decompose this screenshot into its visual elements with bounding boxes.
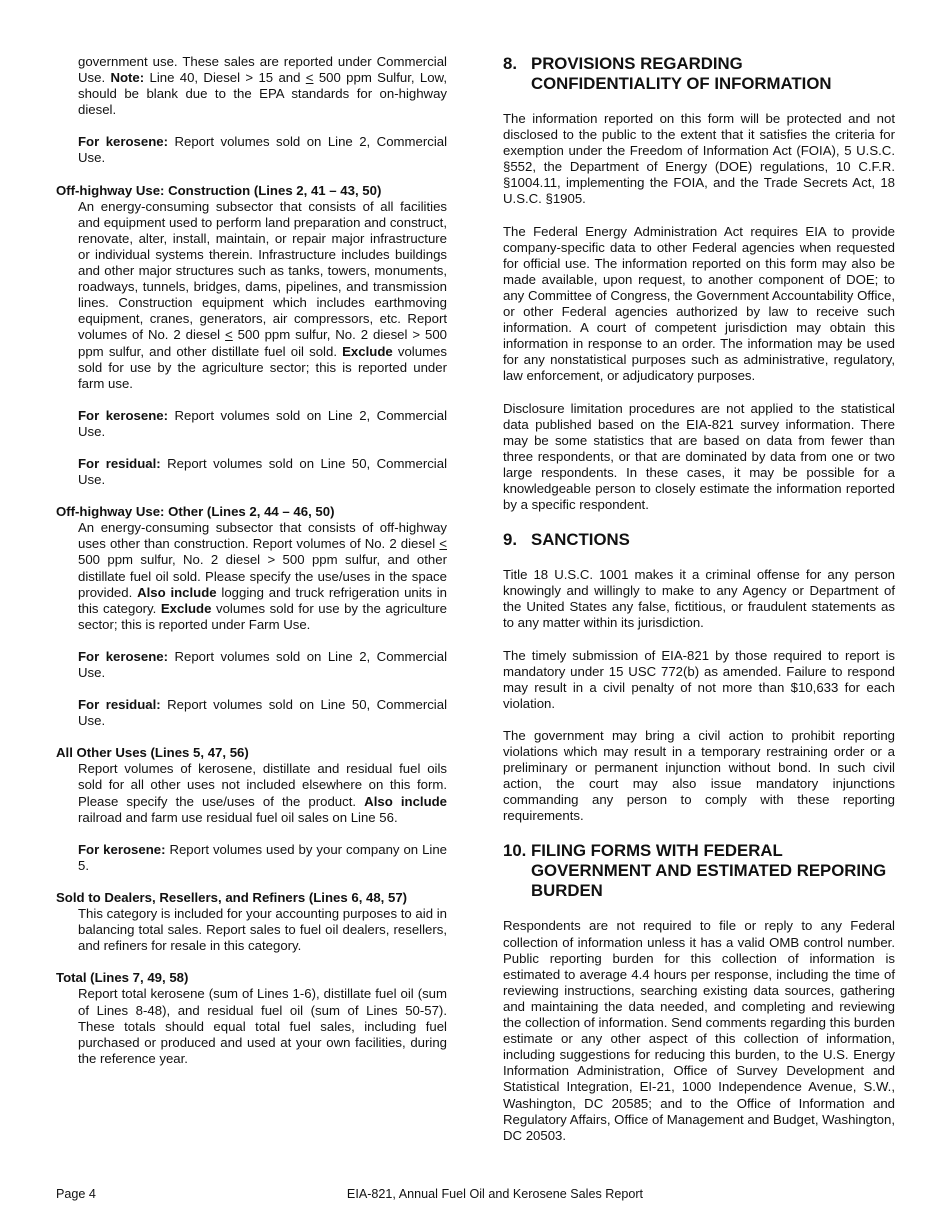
s8-paragraph-1: The information reported on this form will be protected and not disclosed to the public to the extent that it satisfies the criteria for exemption under the Freedom of Information Act (FOIA), 5 U.S.C. §552, the Department of Energy (DOE) regulations, 10 C.F.R. §1004.11, implementing the FOIA, and the Trade Secrets Act, 18 U.S.C. §1905. bbox=[503, 111, 895, 207]
s10-paragraph-1: Respondents are not required to file or reply to any Federal collection of information unless it has a valid OMB control number. Public reporting burden for this collection of information is estimated to average 4.4 hours per response, including the time of reviewing instructions, searching existing data sources, gathering and maintaining the data needed, and completing and reviewing the collection of information. Send comments regarding this burden estimate or any other aspect of this collection of information, including suggestions for reducing this burden, to the U.S. Energy Information Administration, Office of Survey Development and Statistical Integration, EI-21, 1000 Independence Avenue, S.W., Washington, DC 20585; and to the Office of Information and Regulatory Affairs, Office of Management and Budget, Washington, DC 20503. bbox=[503, 918, 895, 1143]
residual-text: Report volumes sold on Line 50, Commercial Use. bbox=[78, 455, 447, 488]
other-text-4: volumes sold for use by the agriculture sector; this is reported under Farm Use. bbox=[78, 600, 447, 632]
intro-paragraph bbox=[78, 54, 447, 118]
section-9-heading bbox=[503, 530, 895, 550]
le-symbol: < bbox=[225, 327, 233, 343]
section-number: 8. bbox=[503, 54, 517, 73]
kerosene-label: For kerosene: bbox=[78, 407, 169, 423]
exclude-label: Exclude bbox=[160, 600, 212, 616]
all-other-heading: All Other Uses (Lines 5, 47, 56) bbox=[56, 745, 249, 761]
residual-note-1 bbox=[78, 456, 447, 488]
section-8-heading bbox=[503, 54, 895, 94]
left-column bbox=[56, 54, 447, 1067]
construction-text-2: 500 ppm sulfur, No. 2 diesel > 500 ppm sulfur, and other distillate fuel oil sold. bbox=[78, 327, 447, 359]
intro-text-3: 500 ppm Sulfur, Low, should be blank due to the EPA standards for on-highway diesel. bbox=[78, 70, 447, 118]
section-title: SANCTIONS bbox=[531, 530, 630, 550]
construction-heading: Off-highway Use: Construction (Lines 2, 41 – 43, 50) bbox=[56, 182, 382, 198]
other-text: An energy-consuming subsector that consists of off-highway uses other than construction. Report volumes of No. 2 diesel bbox=[78, 520, 447, 552]
kerosene-note-3 bbox=[78, 649, 447, 681]
kerosene-text: Report volumes sold on Line 2, Commercial Use. bbox=[78, 407, 448, 439]
note-label: Note: bbox=[110, 70, 145, 86]
le-symbol: < bbox=[439, 536, 447, 552]
section-title: PROVISIONS REGARDING CONFIDENTIALITY OF INFORMATION bbox=[531, 54, 832, 93]
residual-label: For residual: bbox=[78, 697, 161, 713]
section-title: FILING FORMS WITH FEDERAL GOVERNMENT AND ESTIMATED REPORING BURDEN bbox=[531, 841, 887, 901]
s8-paragraph-3: Disclosure limitation procedures are not applied to the statistical data published based on the EIA-821 survey information. There may be some statistics that are based on data from fewer than three respondents, or that are dominated by data from one or two large respondents. In these cases, it may be possible for a knowledgeable person to closely estimate the information reported by a specific respondent. bbox=[503, 400, 895, 513]
other-text-2: 500 ppm sulfur, No. 2 diesel > 500 ppm sulfur, and other distillate fuel oil sold. Please specify the use/uses in the space provided. bbox=[78, 552, 447, 600]
section-number: 9. bbox=[503, 530, 517, 550]
footer-page-number: Page 4 bbox=[56, 1187, 96, 1201]
all-other-text: Report volumes of kerosene, distillate and residual fuel oils sold for all other uses not included elsewhere on this form. Please specify the use/uses of the product. bbox=[78, 761, 447, 809]
other-heading: Off-highway Use: Other (Lines 2, 44 – 46, 50) bbox=[56, 504, 335, 520]
other-paragraph bbox=[78, 520, 447, 633]
construction-text: An energy-consuming subsector that consists of all facilities and equipment used to perform land preparation and construct, renovate, alter, install, maintain, or repair major infrastructure or individual systems therein. Infrastructure includes buildings and other major structures such as tanks, towers, monuments, roadways, tunnels, bridges, dams, pipelines, and transmission lines. Construction equipment which includes earthmoving equipment, cranes, generators, air compressors, etc. Report volumes of No. 2 diesel bbox=[78, 198, 447, 343]
all-other-text-2: railroad and farm use residual fuel oil sales on Line 56. bbox=[78, 809, 398, 825]
kerosene-note-1 bbox=[78, 134, 447, 166]
kerosene-note-4 bbox=[78, 842, 447, 874]
s9-paragraph-2: The timely submission of EIA-821 by those required to report is mandatory under 15 USC 772(b) as amended. Failure to respond may result in a civil penalty of not more than $10,633 for each violation. bbox=[503, 647, 895, 711]
right-column bbox=[503, 54, 895, 1144]
kerosene-label: For kerosene: bbox=[78, 648, 169, 664]
kerosene-text: Report volumes sold on Line 2, Commercial Use. bbox=[78, 648, 448, 680]
s9-paragraph-1: Title 18 U.S.C. 1001 makes it a criminal offense for any person knowingly and willingly to make to any Agency or Department of the United States any false, fictitious, or fraudulent statements as to any matter within its jurisdiction. bbox=[503, 567, 895, 631]
le-symbol: < bbox=[305, 70, 314, 86]
intro-text: government use. These sales are reported under Commercial Use. bbox=[78, 54, 447, 86]
residual-text: Report volumes sold on Line 50, Commercial Use. bbox=[78, 697, 447, 729]
all-other-paragraph bbox=[78, 761, 447, 825]
residual-label: For residual: bbox=[78, 455, 161, 471]
section-10-heading bbox=[503, 841, 895, 901]
kerosene-label: For kerosene: bbox=[78, 841, 166, 857]
total-heading: Total (Lines 7, 49, 58) bbox=[56, 970, 189, 986]
include-label: Also include bbox=[137, 584, 217, 600]
footer-title: EIA-821, Annual Fuel Oil and Kerosene Sales Report bbox=[346, 1187, 644, 1201]
include-label: Also include bbox=[364, 793, 448, 809]
kerosene-text: Report volumes sold on Line 2, Commercial Use. bbox=[78, 134, 448, 166]
kerosene-note-2 bbox=[78, 408, 447, 440]
residual-note-2 bbox=[78, 697, 447, 729]
s8-paragraph-2: The Federal Energy Administration Act requires EIA to provide company-specific data to other Federal agencies when requested for official use. The information reported on this form may also be made available, upon request, to another component of DOE; to any Committee of Congress, the Government Accountability Office, or other Federal agencies authorized by law to receive such information. A court of competent jurisdiction may obtain this information in response to an order. The information may be used for any nonstatistical purposes such as administrative, regulatory, law enforcement, or adjudicatory purposes. bbox=[503, 223, 895, 384]
exclude-label: Exclude bbox=[342, 343, 393, 359]
kerosene-text: Report volumes used by your company on Line 5. bbox=[78, 841, 447, 873]
s9-paragraph-3: The government may bring a civil action to prohibit reporting violations which may result in a temporary restraining order or a preliminary or permanent injunction without bond. In such civil action, the court may also issue mandatory injunctions commanding any person to comply with these reporting requirements. bbox=[503, 727, 895, 824]
dealers-heading: Sold to Dealers, Resellers, and Refiners (Lines 6, 48, 57) bbox=[56, 889, 408, 905]
dealers-paragraph: This category is included for your accounting purposes to aid in balancing total sales. Report sales to fuel oil dealers, resellers, and refiners for resale in this category. bbox=[78, 906, 447, 954]
other-text-3: logging and truck refrigeration units in this category. bbox=[78, 584, 448, 616]
construction-paragraph bbox=[78, 199, 447, 392]
total-paragraph: Report total kerosene (sum of Lines 1-6), distillate fuel oil (sum of Lines 8-48), and residual fuel oil (sum of Lines 50-57). These totals should equal total fuel sales, including fuel purchased or produced and used at your own facilities, during the reference year. bbox=[78, 986, 447, 1066]
kerosene-label: For kerosene: bbox=[78, 134, 169, 150]
section-number: 10. bbox=[503, 841, 527, 861]
intro-text-2: Line 40, Diesel > 15 and bbox=[144, 70, 306, 86]
construction-text-3: volumes sold for use by the agriculture sector; this is reported under farm use. bbox=[78, 343, 447, 391]
